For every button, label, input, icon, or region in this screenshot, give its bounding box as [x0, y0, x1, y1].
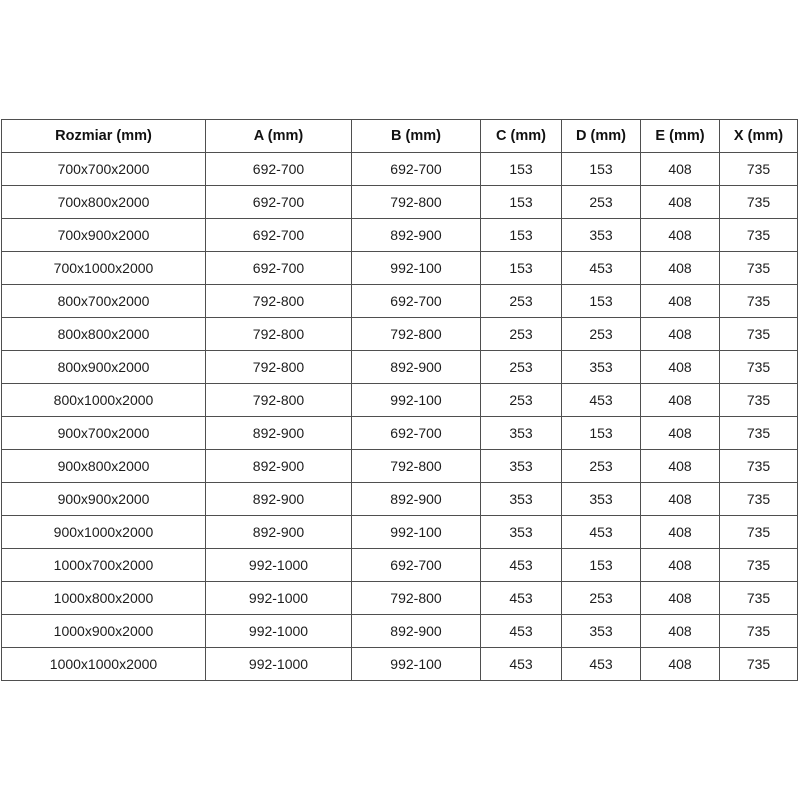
- table-cell: 692-700: [206, 153, 352, 186]
- table-row: [2, 219, 798, 252]
- header-cell-x: X (mm): [720, 120, 798, 153]
- table-cell: 792-800: [352, 186, 481, 219]
- table-cell: 992-1000: [206, 549, 352, 582]
- table-cell: 453: [562, 384, 641, 417]
- header-cell-c: C (mm): [481, 120, 562, 153]
- header-row: [2, 120, 798, 153]
- table-cell: 792-800: [206, 285, 352, 318]
- table-cell: 792-800: [206, 351, 352, 384]
- table-cell: 692-700: [352, 417, 481, 450]
- table-cell: 900x700x2000: [2, 417, 206, 450]
- table-cell: 735: [720, 318, 798, 351]
- table-row: [2, 186, 798, 219]
- table-cell: 253: [481, 351, 562, 384]
- table-cell: 735: [720, 285, 798, 318]
- table-cell: 408: [641, 384, 720, 417]
- table-cell: 800x700x2000: [2, 285, 206, 318]
- table-cell: 153: [481, 219, 562, 252]
- table-cell: 253: [562, 186, 641, 219]
- table-row: [2, 153, 798, 186]
- table-cell: 408: [641, 219, 720, 252]
- table-row: [2, 582, 798, 615]
- table-cell: 735: [720, 186, 798, 219]
- table-cell: 1000x800x2000: [2, 582, 206, 615]
- table-cell: 700x700x2000: [2, 153, 206, 186]
- table-cell: 408: [641, 153, 720, 186]
- table-row: [2, 648, 798, 681]
- table-cell: 735: [720, 351, 798, 384]
- table-row: [2, 252, 798, 285]
- table-cell: 1000x700x2000: [2, 549, 206, 582]
- table-cell: 253: [481, 285, 562, 318]
- table-cell: 153: [481, 153, 562, 186]
- table-cell: 792-800: [206, 384, 352, 417]
- table-cell: 900x800x2000: [2, 450, 206, 483]
- table-row: [2, 450, 798, 483]
- size-dimensions-table: [1, 119, 798, 681]
- table-cell: 408: [641, 549, 720, 582]
- table-cell: 992-1000: [206, 582, 352, 615]
- table-cell: 453: [562, 516, 641, 549]
- table-cell: 735: [720, 483, 798, 516]
- table-cell: 408: [641, 252, 720, 285]
- table-cell: 408: [641, 351, 720, 384]
- table-row: [2, 351, 798, 384]
- table-cell: 453: [481, 615, 562, 648]
- table-cell: 892-900: [206, 516, 352, 549]
- table-cell: 792-800: [352, 582, 481, 615]
- table-row: [2, 483, 798, 516]
- table-cell: 900x900x2000: [2, 483, 206, 516]
- table-cell: 453: [562, 648, 641, 681]
- table-row: [2, 549, 798, 582]
- header-cell-rozmiar: Rozmiar (mm): [2, 120, 206, 153]
- table-cell: 253: [481, 318, 562, 351]
- table-cell: 892-900: [352, 219, 481, 252]
- table-cell: 1000x900x2000: [2, 615, 206, 648]
- table-cell: 892-900: [352, 615, 481, 648]
- table-cell: 253: [562, 450, 641, 483]
- table-cell: 408: [641, 318, 720, 351]
- table-cell: 353: [481, 483, 562, 516]
- table-cell: 992-100: [352, 384, 481, 417]
- table-cell: 735: [720, 153, 798, 186]
- table-row: [2, 318, 798, 351]
- table-row: [2, 417, 798, 450]
- table-cell: 735: [720, 648, 798, 681]
- table-cell: 408: [641, 417, 720, 450]
- table-cell: 692-700: [352, 549, 481, 582]
- table-cell: 992-100: [352, 648, 481, 681]
- header-cell-e: E (mm): [641, 120, 720, 153]
- table-row: [2, 615, 798, 648]
- table-cell: 253: [562, 318, 641, 351]
- table-cell: 892-900: [206, 483, 352, 516]
- table-row: [2, 384, 798, 417]
- table-cell: 992-100: [352, 252, 481, 285]
- table-cell: 892-900: [206, 450, 352, 483]
- table-cell: 408: [641, 483, 720, 516]
- header-cell-a: A (mm): [206, 120, 352, 153]
- table-cell: 692-700: [352, 285, 481, 318]
- table-cell: 800x1000x2000: [2, 384, 206, 417]
- table-cell: 253: [481, 384, 562, 417]
- table-cell: 700x900x2000: [2, 219, 206, 252]
- table-cell: 453: [481, 549, 562, 582]
- table-cell: 792-800: [352, 450, 481, 483]
- table-cell: 408: [641, 516, 720, 549]
- table-cell: 408: [641, 186, 720, 219]
- table-cell: 735: [720, 549, 798, 582]
- table-cell: 408: [641, 648, 720, 681]
- table-cell: 353: [562, 615, 641, 648]
- table-cell: 408: [641, 285, 720, 318]
- table-cell: 153: [562, 285, 641, 318]
- table-cell: 153: [562, 153, 641, 186]
- table-cell: 800x900x2000: [2, 351, 206, 384]
- table-body: [2, 153, 798, 681]
- table-cell: 408: [641, 450, 720, 483]
- table-cell: 153: [562, 417, 641, 450]
- table-cell: 735: [720, 516, 798, 549]
- table-cell: 992-1000: [206, 648, 352, 681]
- table-cell: 735: [720, 384, 798, 417]
- table-cell: 735: [720, 219, 798, 252]
- table-cell: 353: [481, 516, 562, 549]
- table-cell: 408: [641, 582, 720, 615]
- table-cell: 353: [481, 417, 562, 450]
- table-cell: 735: [720, 417, 798, 450]
- table-cell: 153: [481, 186, 562, 219]
- table-cell: 892-900: [352, 483, 481, 516]
- header-cell-b: B (mm): [352, 120, 481, 153]
- table-cell: 992-100: [352, 516, 481, 549]
- table-cell: 453: [481, 582, 562, 615]
- table-cell: 353: [562, 219, 641, 252]
- table-cell: 735: [720, 582, 798, 615]
- table-cell: 692-700: [206, 219, 352, 252]
- table-cell: 700x800x2000: [2, 186, 206, 219]
- table-cell: 408: [641, 615, 720, 648]
- table-cell: 900x1000x2000: [2, 516, 206, 549]
- table-cell: 353: [562, 351, 641, 384]
- table-cell: 153: [481, 252, 562, 285]
- table-cell: 153: [562, 549, 641, 582]
- table-cell: 735: [720, 252, 798, 285]
- table-cell: 453: [481, 648, 562, 681]
- table-cell: 735: [720, 450, 798, 483]
- table-cell: 892-900: [352, 351, 481, 384]
- table-cell: 453: [562, 252, 641, 285]
- table-cell: 692-700: [352, 153, 481, 186]
- table-cell: 353: [562, 483, 641, 516]
- table-cell: 792-800: [206, 318, 352, 351]
- table-cell: 800x800x2000: [2, 318, 206, 351]
- table-cell: 792-800: [352, 318, 481, 351]
- table-cell: 892-900: [206, 417, 352, 450]
- table-cell: 353: [481, 450, 562, 483]
- table-row: [2, 516, 798, 549]
- table-cell: 700x1000x2000: [2, 252, 206, 285]
- table-cell: 692-700: [206, 252, 352, 285]
- table-cell: 735: [720, 615, 798, 648]
- table-cell: 253: [562, 582, 641, 615]
- table-cell: 992-1000: [206, 615, 352, 648]
- table-cell: 1000x1000x2000: [2, 648, 206, 681]
- table-row: [2, 285, 798, 318]
- header-cell-d: D (mm): [562, 120, 641, 153]
- table-cell: 692-700: [206, 186, 352, 219]
